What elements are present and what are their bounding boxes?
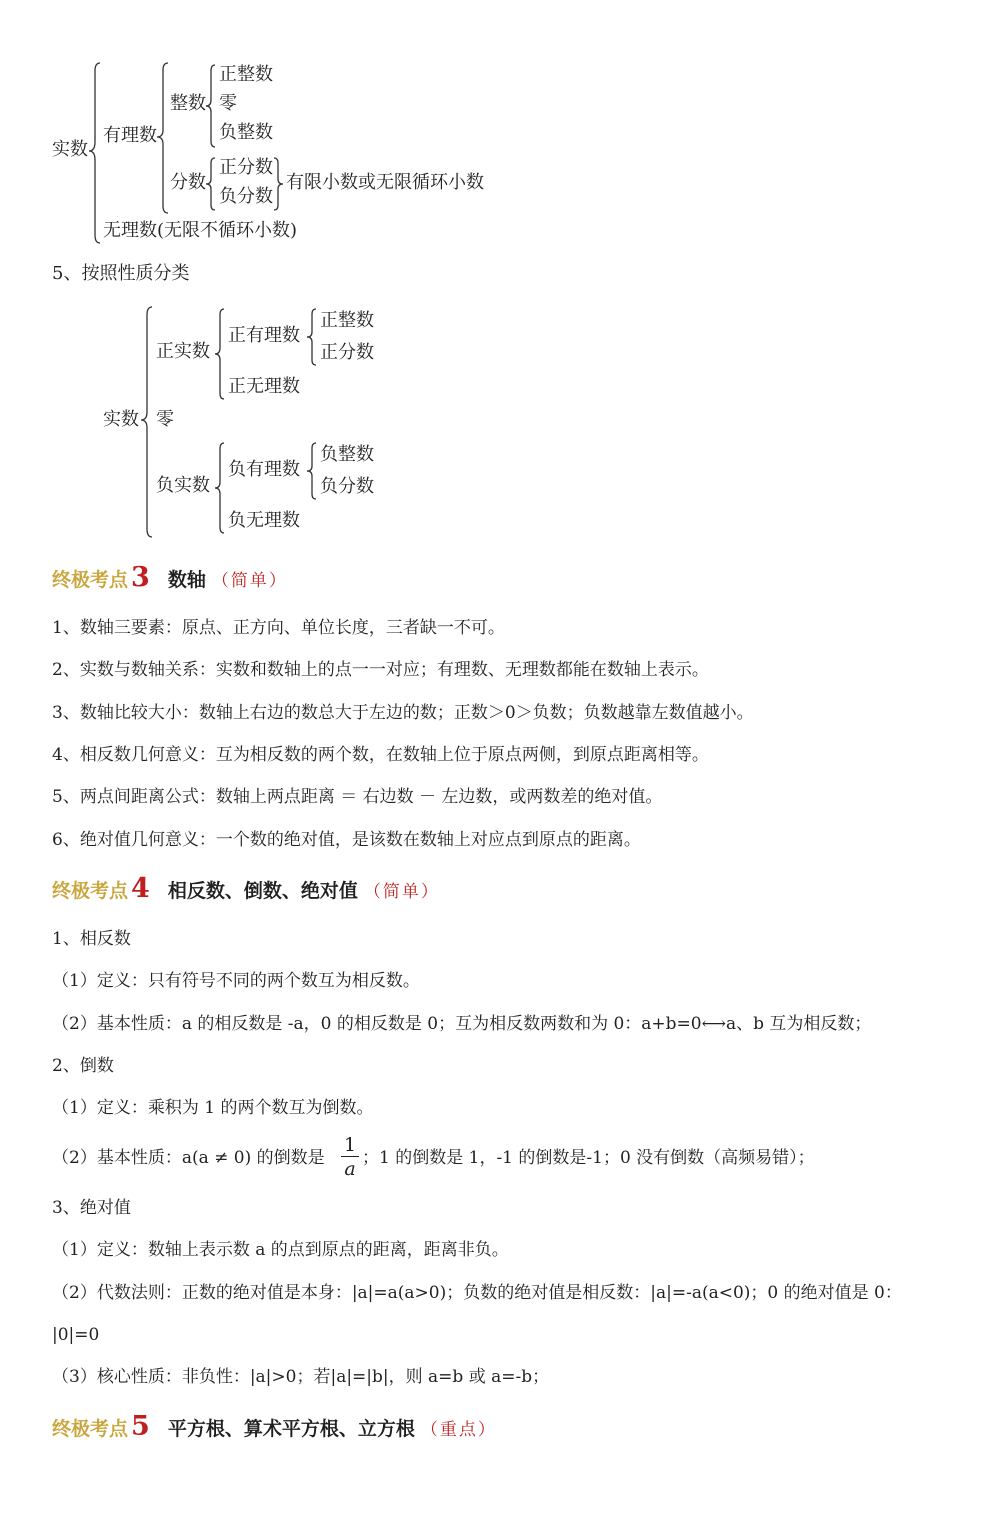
brace-icon xyxy=(88,62,102,244)
tree2-neg-irrational: 负无理数 xyxy=(228,510,300,531)
property-text: （2）基本性质：a 的相反数是 -a，0 的相反数是 0；互为相反数两数和为 0：a+b=0⟷a、b 互为相反数； xyxy=(52,1014,872,1034)
tree1-rational: 有理数 xyxy=(103,125,157,146)
tree1-frac-note: 有限小数或无限循环小数 xyxy=(286,172,484,193)
heading-tag: （重点） xyxy=(420,1420,497,1440)
tree1-pos-int: 正整数 xyxy=(219,64,273,85)
heading-prefix: 终极考点 xyxy=(52,880,129,902)
subsection-title: 2、倒数 xyxy=(52,1056,114,1076)
list-item: 4、相反数几何意义：互为相反数的两个数，在数轴上位于原点两侧，到原点距离相等。 xyxy=(52,745,709,765)
brace-icon xyxy=(306,442,318,500)
tree1-zero: 零 xyxy=(219,93,237,114)
subsection-title: 1、相反数 xyxy=(52,929,131,949)
tree2-zero: 零 xyxy=(156,409,174,430)
heading-number: 4 xyxy=(131,873,150,904)
fraction-denominator: a xyxy=(344,1158,356,1180)
brace-icon xyxy=(214,308,226,400)
definition-text: （1）定义：数轴上表示数 a 的点到原点的距离，距离非负。 xyxy=(52,1240,509,1260)
tree1-root: 实数 xyxy=(52,139,88,160)
tree2-neg-frac: 负分数 xyxy=(320,476,374,497)
heading-tag: （简单） xyxy=(363,882,440,902)
brace-icon xyxy=(205,157,217,211)
rule-text: （2）代数法则：正数的绝对值是本身：|a|=a(a>0)；负数的绝对值是相反数：|a|=-a(a<0)；0 的绝对值是 0： xyxy=(52,1283,902,1303)
heading-tag: （简单） xyxy=(211,571,288,591)
heading-prefix: 终极考点 xyxy=(52,1418,129,1440)
heading-title: 相反数、倒数、绝对值 xyxy=(167,880,358,902)
tree2-pos-real: 正实数 xyxy=(156,341,210,362)
section-title: 5、按照性质分类 xyxy=(52,263,190,284)
tree2-pos-irrational: 正无理数 xyxy=(228,376,300,397)
fraction-one-over-a xyxy=(341,1134,359,1180)
brace-icon xyxy=(205,64,217,148)
heading-title: 数轴 xyxy=(167,569,206,591)
heading-prefix: 终极考点 xyxy=(52,569,129,591)
tree1-integer: 整数 xyxy=(170,93,206,114)
brace-icon xyxy=(140,306,154,538)
heading-topic-5 xyxy=(52,1411,497,1442)
brace-icon xyxy=(306,308,318,366)
tree2-neg-int: 负整数 xyxy=(320,444,374,465)
property-text-post: ；1 的倒数是 1，-1 的倒数是-1；0 没有倒数（高频易错）； xyxy=(362,1148,815,1168)
definition-text: （1）定义：乘积为 1 的两个数互为倒数。 xyxy=(52,1098,374,1118)
fraction-bar xyxy=(341,1156,359,1157)
rule-text-continued: |0|=0 xyxy=(52,1325,100,1345)
tree2-neg-real: 负实数 xyxy=(156,475,210,496)
heading-topic-4 xyxy=(52,873,440,904)
heading-number: 5 xyxy=(131,1411,150,1442)
tree1-fraction: 分数 xyxy=(170,172,206,193)
list-item: 2、实数与数轴关系：实数和数轴上的点一一对应；有理数、无理数都能在数轴上表示。 xyxy=(52,660,709,680)
property-text-pre: （2）基本性质：a(a ≠ 0) 的倒数是 xyxy=(52,1148,325,1168)
brace-icon xyxy=(214,442,226,534)
list-item: 6、绝对值几何意义：一个数的绝对值，是该数在数轴上对应点到原点的距离。 xyxy=(52,830,641,850)
list-item: 1、数轴三要素：原点、正方向、单位长度，三者缺一不可。 xyxy=(52,618,505,638)
fraction-numerator: 1 xyxy=(343,1134,357,1156)
tree1-neg-frac: 负分数 xyxy=(219,186,273,207)
brace-icon xyxy=(156,62,170,214)
tree1-irrational: 无理数(无限不循环小数) xyxy=(103,220,298,241)
tree2-root: 实数 xyxy=(103,409,139,430)
brace-close-icon xyxy=(272,157,284,211)
list-item: 3、数轴比较大小：数轴上右边的数总大于左边的数；正数＞0＞负数；负数越靠左数值越小。 xyxy=(52,703,754,723)
tree1-neg-int: 负整数 xyxy=(219,122,273,143)
heading-number: 3 xyxy=(131,562,150,593)
core-property-text: （3）核心性质：非负性：|a|>0；若|a|=|b|，则 a=b 或 a=-b； xyxy=(52,1367,550,1387)
subsection-title: 3、绝对值 xyxy=(52,1198,131,1218)
tree2-pos-int: 正整数 xyxy=(320,310,374,331)
tree2-pos-frac: 正分数 xyxy=(320,342,374,363)
list-item: 5、两点间距离公式：数轴上两点距离 ＝ 右边数 － 左边数，或两数差的绝对值。 xyxy=(52,787,663,807)
heading-title: 平方根、算术平方根、立方根 xyxy=(167,1418,415,1440)
tree1-pos-frac: 正分数 xyxy=(219,157,273,178)
tree2-neg-rational: 负有理数 xyxy=(228,459,300,480)
definition-text: （1）定义：只有符号不同的两个数互为相反数。 xyxy=(52,971,420,991)
heading-topic-3 xyxy=(52,562,288,593)
tree2-pos-rational: 正有理数 xyxy=(228,325,300,346)
